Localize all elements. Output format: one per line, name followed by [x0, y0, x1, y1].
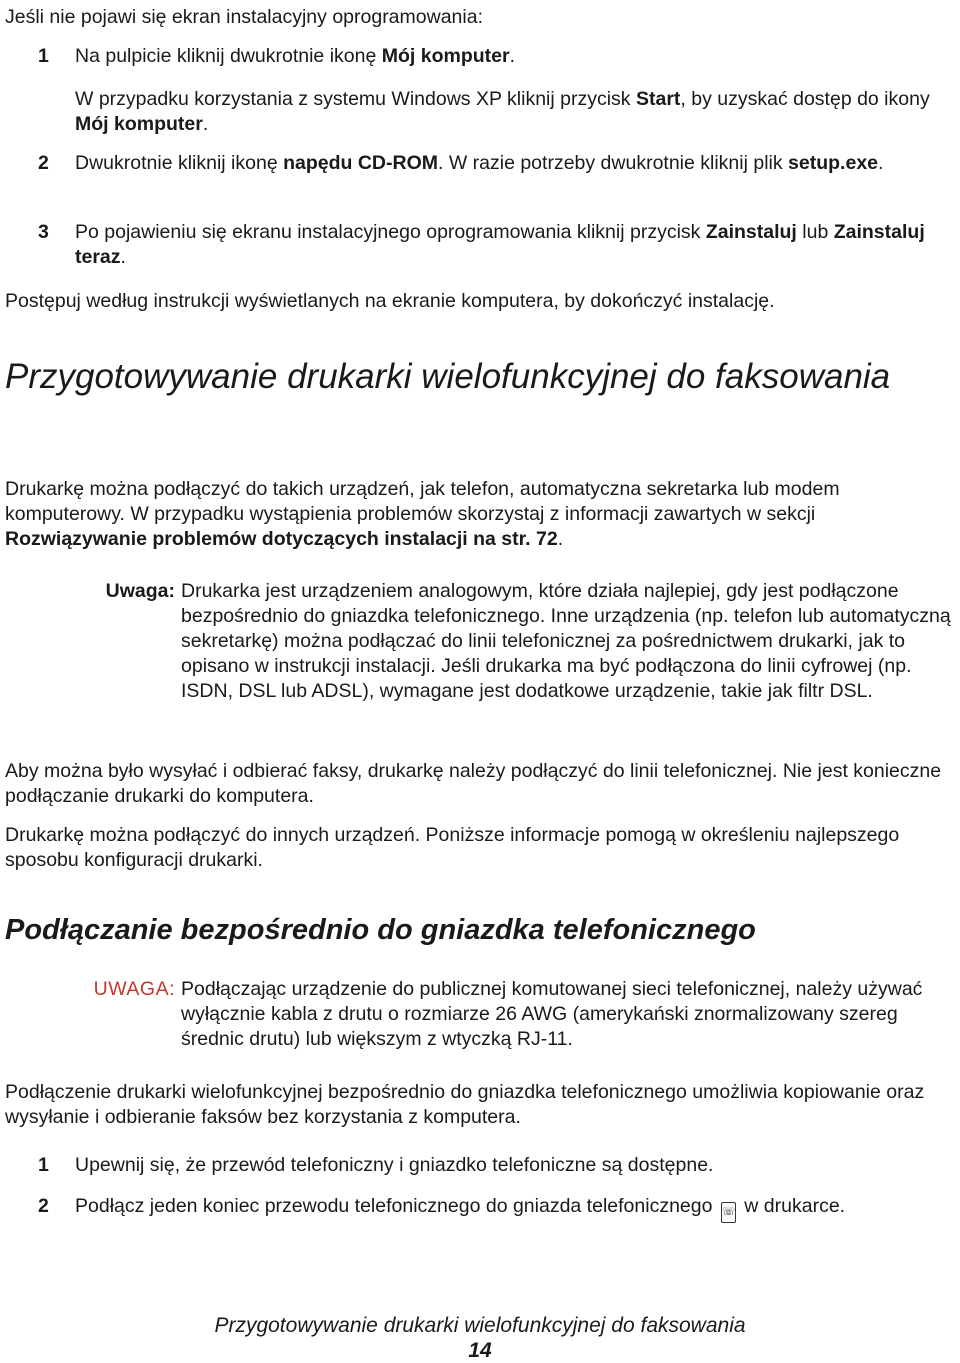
follow-instructions-text: Postępuj według instrukcji wyświetlanych na ekranie komputera, by dokończyć instalację. [5, 290, 775, 312]
step-number: 3 [38, 221, 49, 243]
fax-line-paragraph: Aby można było wysyłać i odbierać faksy, drukarkę należy podłączyć do linii telefonicznej. Nie jest konieczne podłączanie drukarki do komputera. [5, 760, 942, 807]
step-number: 2 [38, 1195, 49, 1217]
intro-text: Jeśli nie pojawi się ekran instalacyjny oprogramowania: [5, 6, 483, 28]
note-label: Uwaga: [105, 580, 175, 602]
install-now-term: Zainstaluj teraz [75, 221, 925, 268]
other-devices-paragraph: Drukarkę można podłączyć do innych urządzeń. Poniższe informacje pomogą w określeniu najlepszego sposobu konfiguracji drukarki. [5, 824, 900, 871]
line-port-icon: ☏ [721, 1202, 736, 1223]
install-term: Zainstaluj [705, 221, 797, 243]
footer-title: Przygotowywanie drukarki wielofunkcyjnej do faksowania [214, 1314, 746, 1337]
my-computer-term: Mój komputer [381, 45, 510, 67]
start-term: Start [635, 88, 681, 110]
direct-connect-paragraph: Podłączenie drukarki wielofunkcyjnej bezpośrednio do gniazdka telefonicznego umożliwia kopiowanie oraz wysyłanie i odbieranie faksów bez korzystania z komputera. [5, 1081, 925, 1128]
troubleshooting-link-text: Rozwiązywanie problemów dotyczących instalacji na str. 72 [5, 528, 558, 550]
step-number: 2 [38, 152, 49, 174]
page-number: 14 [468, 1339, 492, 1362]
step-number: 1 [38, 45, 49, 67]
section-heading-fax-setup: Przygotowywanie drukarki wielofunkcyjnej do faksowania [5, 357, 891, 396]
section-heading-direct-wall-jack: Podłączanie bezpośrednio do gniazdka telefonicznego [5, 914, 756, 946]
page-footer [5, 1313, 955, 1363]
cd-rom-term: napędu CD-ROM [283, 152, 438, 174]
windows-xp-note: W przypadku korzystania z systemu Windows XP kliknij przycisk Start, by uzyskać dostęp do ikony Mój komputer. [75, 88, 930, 135]
setup-exe-term: setup.exe [788, 152, 879, 174]
caution-label: UWAGA: [93, 978, 175, 1000]
note-text: Drukarka jest urządzeniem analogowym, które działa najlepiej, gdy jest podłączone bezpośrednio do gniazdka telefonicznego. Inne urządzenia (np. telefon lub automatyczną sekretarkę) można podłączać do linii telefonicznej za pośrednictwem drukarki, jak to opisano w instrukcji instalacji. Jeśli drukarka ma być podłączona do linii cyfrowej (np. ISDN, DSL lub ADSL), wymagane jest dodatkowe urządzenie, takie jak filtr DSL. [181, 580, 951, 702]
step-number: 1 [38, 1154, 49, 1176]
caution-text: Podłączając urządzenie do publicznej komutowanej sieci telefonicznej, należy używać wyłącznie kabla z drutu o rozmiarze 26 AWG (amerykański znormalizowany szereg średnic drutu) lub większym z wtyczką RJ-11. [181, 978, 923, 1050]
my-computer-term: Mój komputer [75, 113, 203, 135]
connect-devices-paragraph: Drukarkę można podłączyć do takich urządzeń, jak telefon, automatyczna sekretarka lub modem komputerowy. W przypadku wystąpienia problemów skorzystaj z informacji zawartych w sekcji Rozwiązywanie problemów dotyczących instalacji na str. 72. [5, 478, 840, 550]
